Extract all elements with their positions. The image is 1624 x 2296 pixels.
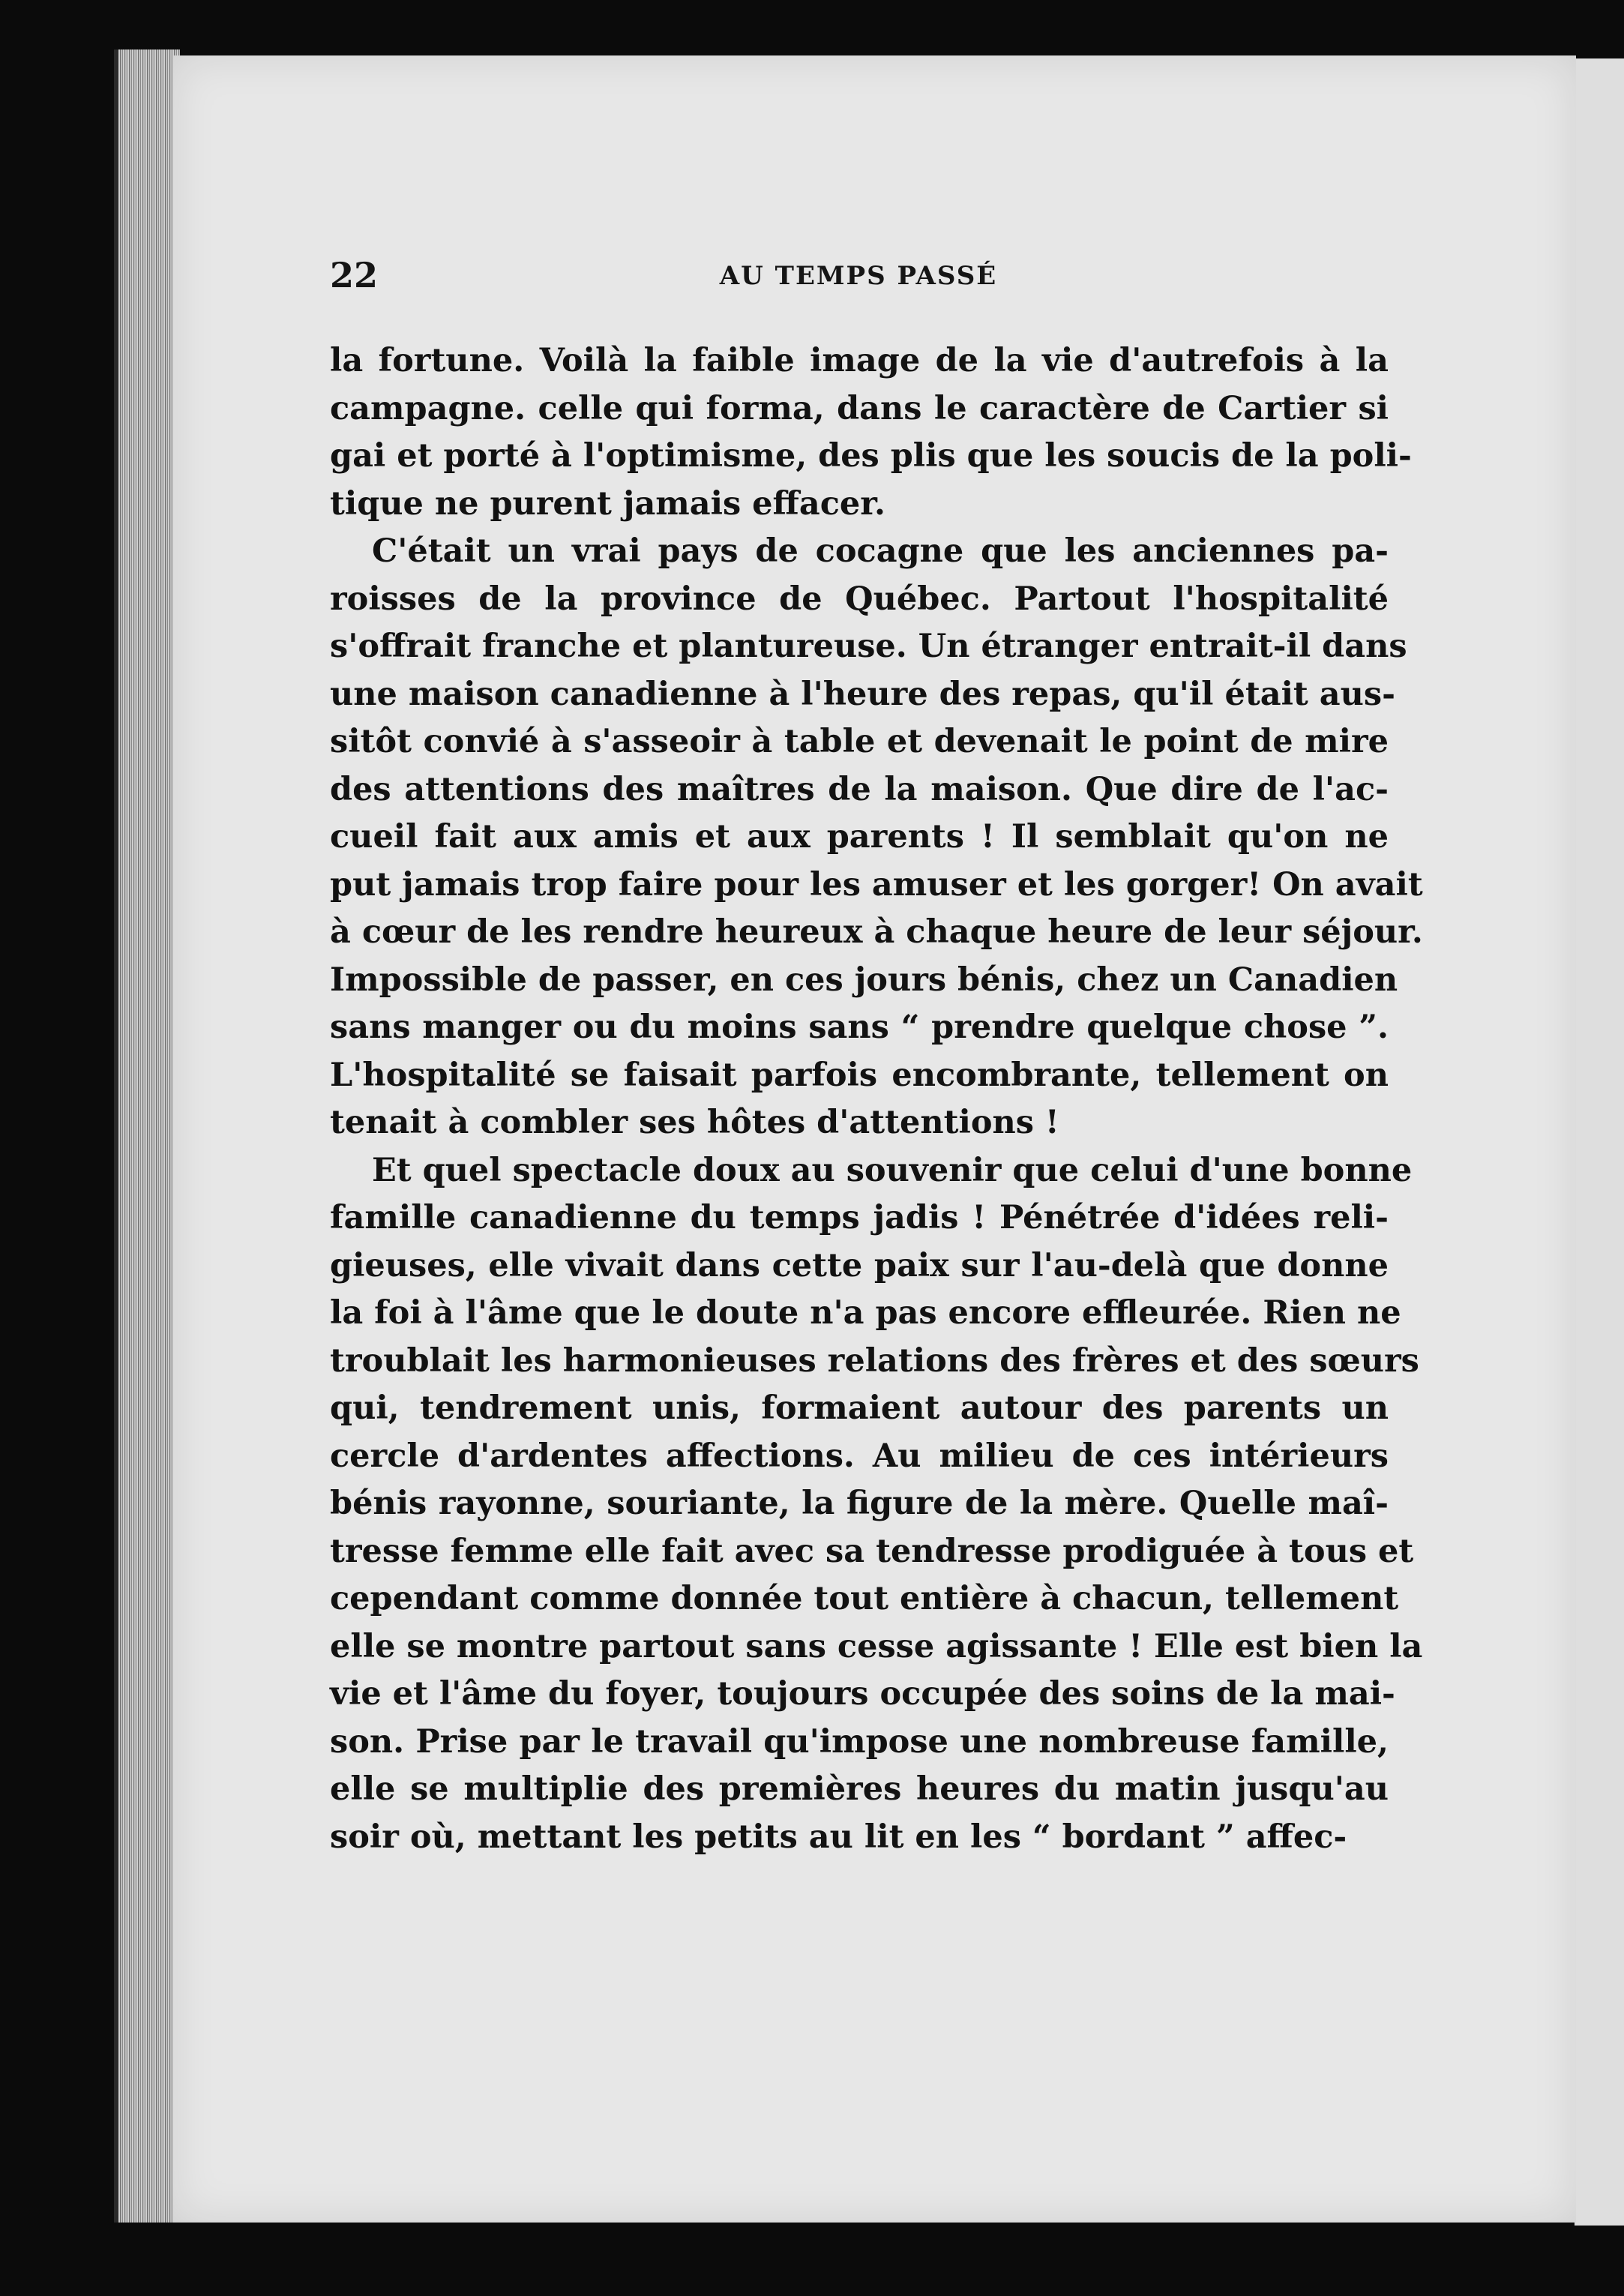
- facing-page-edge: [1575, 58, 1624, 2226]
- text-line: gieuses, elle vivait dans cette paix sur l'au-delà que donne: [330, 1246, 1389, 1284]
- text-line: la fortune. Voilà la faible image de la vie d'autrefois à la: [330, 342, 1389, 379]
- text-line: des attentions des maîtres de la maison. Que dire de l'ac-: [330, 770, 1389, 808]
- text-line: gai et porté à l'optimisme, des plis que les soucis de la poli-: [330, 437, 1412, 475]
- text-line: cueil fait aux amis et aux parents ! Il semblait qu'on ne: [330, 818, 1389, 856]
- body-text: [330, 337, 1423, 1861]
- book-page-edges: [114, 49, 180, 2223]
- text-line: tenait à combler ses hôtes d'attentions !: [330, 1104, 1059, 1141]
- text-line: campagne. celle qui forma, dans le caractère de Cartier si: [330, 389, 1389, 427]
- text-line: une maison canadienne à l'heure des repas, qu'il était aus-: [330, 675, 1395, 713]
- text-line: la foi à l'âme que le doute n'a pas encore effleurée. Rien ne: [330, 1294, 1401, 1332]
- text-line: Et quel spectacle doux au souvenir que celui d'une bonne: [372, 1151, 1413, 1189]
- running-head: AU TEMPS PASSÉ: [719, 261, 998, 291]
- text-line: famille canadienne du temps jadis ! Pénétrée d'idées reli-: [330, 1199, 1389, 1236]
- text-line: s'offrait franche et plantureuse. Un étranger entrait-il dans: [330, 628, 1407, 665]
- text-line: elle se montre partout sans cesse agissante ! Elle est bien la: [330, 1627, 1423, 1665]
- text-line: C'était un vrai pays de cocagne que les anciennes pa-: [372, 532, 1389, 570]
- text-line: cercle d'ardentes affections. Au milieu de ces intérieurs: [330, 1437, 1389, 1475]
- text-line: sans manger ou du moins sans “ prendre quelque chose ”.: [330, 1009, 1389, 1046]
- text-line: bénis rayonne, souriante, la figure de la mère. Quelle maî-: [330, 1485, 1389, 1522]
- text-line: troublait les harmonieuses relations des frères et des sœurs: [330, 1341, 1419, 1380]
- text-line: roisses de la province de Québec. Partout l'hospitalité: [330, 580, 1389, 618]
- text-line: vie et l'âme du foyer, toujours occupée des soins de la mai-: [330, 1675, 1395, 1713]
- text-line: elle se multiplie des premières heures du matin jusqu'au: [330, 1770, 1389, 1808]
- text-line: qui, tendrement unis, formaient autour des parents un: [330, 1389, 1389, 1427]
- paragraph: [330, 1147, 1423, 1862]
- text-line: put jamais trop faire pour les amuser et les gorger! On avait: [330, 865, 1423, 904]
- page-header: [330, 255, 1387, 300]
- text-line: L'hospitalité se faisait parfois encombrante, tellement on: [330, 1056, 1389, 1094]
- text-line: son. Prise par le travail qu'impose une nombreuse famille,: [330, 1722, 1389, 1761]
- text-line: cependant comme donnée tout entière à chacun, tellement: [330, 1580, 1399, 1617]
- text-line: sitôt convié à s'asseoir à table et devenait le point de mire: [330, 723, 1389, 760]
- text-line: à cœur de les rendre heureux à chaque heure de leur séjour.: [330, 913, 1423, 951]
- paragraph: [330, 528, 1423, 1147]
- text-line: tique ne purent jamais effacer.: [330, 484, 885, 523]
- text-line: soir où, mettant les petits au lit en les “ bordant ” affec-: [330, 1818, 1347, 1856]
- paragraph: [330, 337, 1412, 528]
- text-line: Impossible de passer, en ces jours bénis, chez un Canadien: [330, 961, 1398, 999]
- page-number: 22: [330, 255, 379, 295]
- text-line: tresse femme elle fait avec sa tendresse prodiguée à tous et: [330, 1532, 1414, 1570]
